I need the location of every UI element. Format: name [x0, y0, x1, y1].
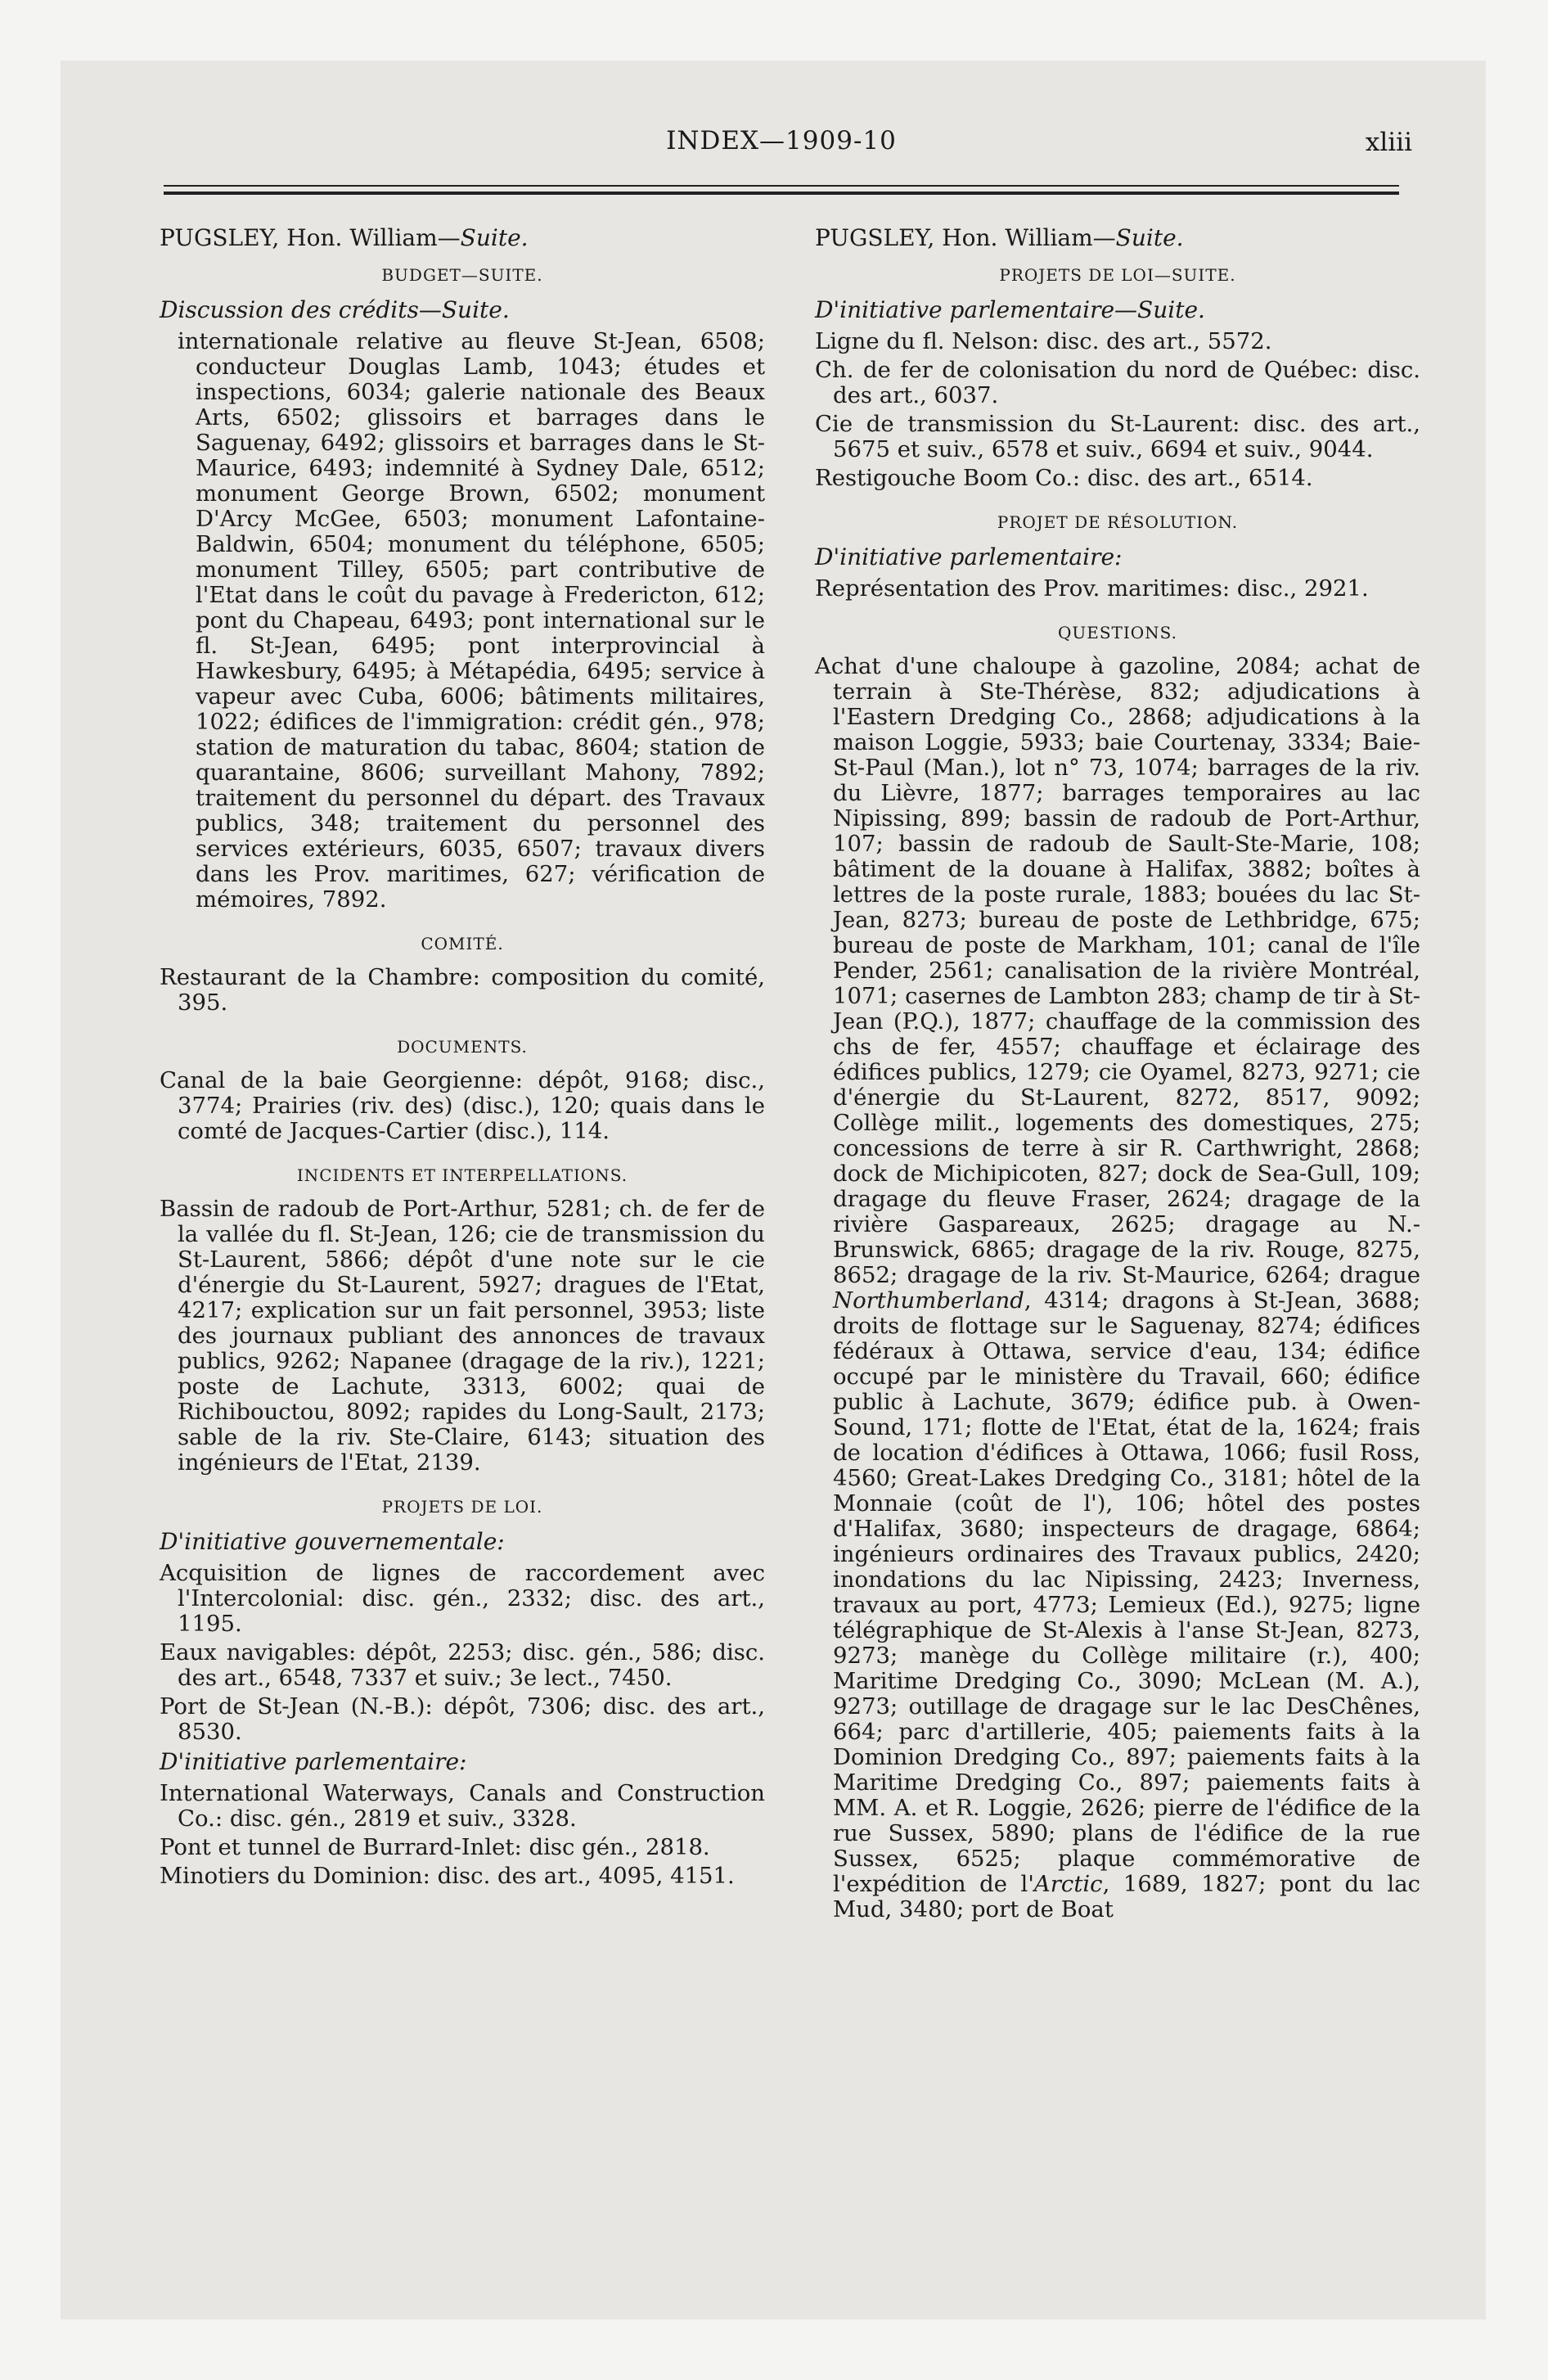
- entry-comite: Restaurant de la Chambre: composition du comité, 395.: [160, 964, 765, 1016]
- entry-resolution: Représentation des Prov. maritimes: disc., 2921.: [815, 575, 1369, 602]
- section-comite: COMITÉ.: [421, 934, 504, 953]
- author-name: PUGSLEY, Hon. William—: [160, 224, 461, 251]
- questions-italic-northumberland: Northumberland: [833, 1287, 1024, 1314]
- author-suite: Suite.: [1115, 224, 1184, 251]
- subsection-parlementaire-suite: D'initiative parlementaire—Suite.: [815, 296, 1205, 323]
- list-item: Ch. de fer de colonisation du nord de Québec: disc. des art., 6037.: [815, 357, 1420, 408]
- questions-text-part1: Achat d'une chaloupe à gazoline, 2084; achat de terrain à Ste-Thérèse, 832; adjudications à l'Eastern Dredging Co., 2868; adjudications à la maison Loggie, 5933; baie Courtenay, 3334; Baie-St-Paul (Man.), lot n° 73, 1074; barrages de la riv. du Lièvre, 1877; barrages temporaires au lac Nipissing, 899; bassin de radoub de Port-Arthur, 107; bassin de radoub de Sault-Ste-Marie, 108; bâtiment de la douane à Halifax, 3882; boîtes à lettres de la poste rurale, 1883; bouées du lac St-Jean, 8273; bureau de poste de Lethbridge, 675; bureau de poste de Markham, 101; canal de l'île Pender, 2561; canalisation de la rivière Montréal, 1071; casernes de Lambton 283; champ de tir à St-Jean (P.Q.), 1877; chauffage de la commission des chs de fer, 4557; chauffage et éclairage des édifices publics, 1279; cie Oyamel, 8273, 9271; cie d'énergie du St-Laurent, 8272, 8517, 9092; Collège milit., logements des domestiques, 275; concessions de terre à sir R. Carthwright, 2868; dock de Michipicoten, 827; dock de Sea-Gull, 109; dragage du fleuve Fraser, 2624; dragage de la rivière Gaspareaux, 2625; dragage au N.-Brunswick, 6865; dragage de la riv. Rouge, 8275, 8652; dragage de la riv. St-Maurice, 6264; drague: [815, 653, 1420, 1288]
- left-column: [160, 223, 765, 1892]
- list-item: International Waterways, Canals and Construction Co.: disc. gén., 2819 et suiv., 3328.: [160, 1780, 765, 1832]
- list-item: Pont et tunnel de Burrard-Inlet: disc gén., 2818.: [160, 1834, 710, 1860]
- author-suite: Suite.: [460, 224, 529, 251]
- header-rule-thick: [164, 192, 1399, 195]
- header-rule-thin: [164, 185, 1399, 187]
- section-questions: QUESTIONS.: [1057, 623, 1178, 642]
- section-projets-de-loi: PROJETS DE LOI.: [381, 1497, 543, 1517]
- author-name: PUGSLEY, Hon. William—: [815, 224, 1116, 251]
- list-item: Ligne du fl. Nelson: disc. des art., 5572.: [815, 328, 1272, 354]
- right-column: [815, 223, 1420, 1926]
- page-header: [164, 121, 1412, 170]
- questions-text-part2: , 4314; dragons à St-Jean, 3688; droits de flottage sur le Saguenay, 8274; édifices fédéraux à Ottawa, service d'eau, 134; édifice occupé par le ministère du Travail, 660; édifice public à Lachute, 3679; édifice pub. à Owen-Sound, 171; flotte de l'Etat, état de la, 1624; frais de location d'édifices à Ottawa, 1066; fusil Ross, 4560; Great-Lakes Dredging Co., 3181; hôtel de la Monnaie (coût de l'), 106; hôtel des postes d'Halifax, 3680; inspecteurs de dragage, 6864; ingénieurs ordinaires des Travaux publics, 2420; inondations du lac Nipissing, 2423; Inverness, travaux au port, 4773; Lemieux (Ed.), 9275; ligne télégraphique de St-Alexis à l'anse St-Jean, 8273, 9273; manège du Collège militaire (r.), 400; Maritime Dredging Co., 3090; McLean (M. A.), 9273; outillage de dragage sur le lac DesChênes, 664; parc d'artillerie, 405; paiements faits à la Dominion Dredging Co., 897; paiements faits à la Maritime Dredging Co., 897; paiements faits à MM. A. et R. Loggie, 2626; pierre de l'édifice de la rue Sussex, 5890; plans de l'édifice de la rue Sussex, 6525; plaque commémorative de l'expédition de l': [833, 1287, 1420, 1897]
- subsection-parlementaire: D'initiative parlementaire:: [160, 1748, 467, 1775]
- list-item: Acquisition de lignes de raccordement avec l'Intercolonial: disc. gén., 2332; disc. des art., 1195.: [160, 1560, 765, 1637]
- list-item: Cie de transmission du St-Laurent: disc. des art., 5675 et suiv., 6578 et suiv., 6694 et suiv., 9044.: [815, 411, 1420, 462]
- section-projet-de-resolution: PROJET DE RÉSOLUTION.: [997, 512, 1239, 532]
- questions-text-part3: , 1689, 1827; pont du lac Mud, 3480; port de Boat: [833, 1871, 1420, 1922]
- list-item: Restigouche Boom Co.: disc. des art., 6514.: [815, 465, 1313, 491]
- subsection-resolution-parlementaire: D'initiative parlementaire:: [815, 543, 1123, 570]
- entry-discussion: internationale relative au fleuve St-Jean, 6508; conducteur Douglas Lamb, 1043; études et inspections, 6034; galerie nationale des Beaux Arts, 6502; glissoirs et barrages dans le Saguenay, 6492; glissoirs et barrages dans le St-Maurice, 6493; indemnité à Sydney Dale, 6512; monument George Brown, 6502; monument D'Arcy McGee, 6503; monument Lafontaine-Baldwin, 6504; monument du téléphone, 6505; monument Tilley, 6505; part contributive de l'Etat dans le coût du pavage à Fredericton, 612; pont du Chapeau, 6493; pont international sur le fl. St-Jean, 6495; pont interprovincial à Hawkesbury, 6495; à Métapédia, 6495; service à vapeur avec Cuba, 6006; bâtiments militaires, 1022; édifices de l'immigration: crédit gén., 978; station de maturation du tabac, 8604; station de quarantaine, 8606; surveillant Mahony, 7892; traitement du personnel du départ. des Travaux publics, 348; traitement du personnel des services extérieurs, 6035, 6507; travaux divers dans les Prov. maritimes, 627; vérification de mémoires, 7892.: [178, 328, 765, 913]
- questions-italic-arctic: Arctic: [1033, 1871, 1103, 1897]
- section-projets-de-loi-suite: PROJETS DE LOI—SUITE.: [999, 265, 1236, 285]
- author-heading: [815, 223, 1420, 254]
- page-title: INDEX—1909-10: [666, 126, 897, 156]
- section-documents: DOCUMENTS.: [397, 1037, 528, 1057]
- page-number: xliii: [1365, 128, 1412, 157]
- section-incidents: INCIDENTS ET INTERPELLATIONS.: [296, 1165, 628, 1185]
- list-item: Port de St-Jean (N.-B.): dépôt, 7306; disc. des art., 8530.: [160, 1693, 765, 1745]
- subsection-gouvernementale: D'initiative gouvernementale:: [160, 1528, 505, 1555]
- entry-incidents: Bassin de radoub de Port-Arthur, 5281; ch. de fer de la vallée du fl. St-Jean, 126; cie de transmission du St-Laurent, 5866; dépôt d'une note sur le cie d'énergie du St-Laurent, 5927; dragues de l'Etat, 4217; explication sur un fait personnel, 3953; liste des journaux publiant des annonces de travaux publics, 9262; Napanee (dragage de la riv.), 1221; poste de Lachute, 3313, 6002; quai de Richibouctou, 8092; rapides du Long-Sault, 2173; sable de la riv. Ste-Claire, 6143; situation des ingénieurs de l'Etat, 2139.: [160, 1196, 765, 1476]
- entry-documents: Canal de la baie Georgienne: dépôt, 9168; disc., 3774; Prairies (riv. des) (disc.), 120; quais dans le comté de Jacques-Cartier (disc.), 114.: [160, 1067, 765, 1144]
- subsection-discussion: Discussion des crédits—Suite.: [160, 296, 510, 323]
- author-heading: [160, 223, 765, 254]
- section-budget: BUDGET—SUITE.: [381, 265, 543, 285]
- list-item: Eaux navigables: dépôt, 2253; disc. gén., 586; disc. des art., 6548, 7337 et suiv.; 3e lect., 7450.: [160, 1639, 765, 1691]
- entry-questions: [815, 654, 1420, 1922]
- list-item: Minotiers du Dominion: disc. des art., 4095, 4151.: [160, 1863, 735, 1889]
